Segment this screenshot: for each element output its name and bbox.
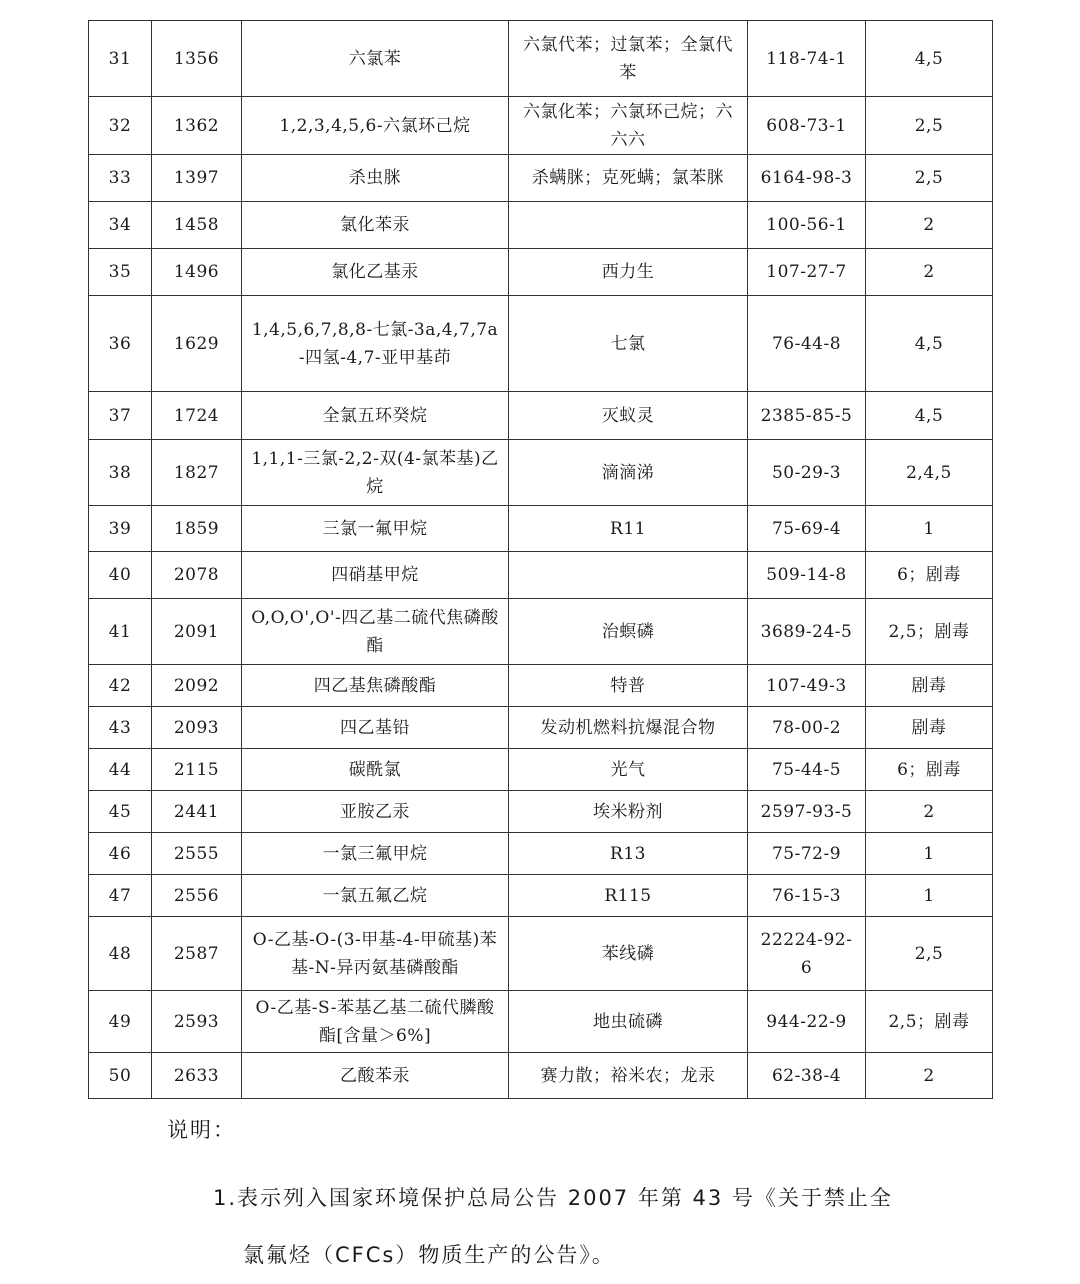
cell-note: 4,5 bbox=[866, 21, 993, 97]
cell-code: 2115 bbox=[152, 749, 242, 791]
cell-name: O,O,O',O'-四乙基二硫代焦磷酸酯 bbox=[242, 599, 509, 665]
cell-name: 一氯五氟乙烷 bbox=[242, 875, 509, 917]
cell-name: 1,1,1-三氯-2,2-双(4-氯苯基)乙烷 bbox=[242, 440, 509, 506]
cell-note: 1 bbox=[866, 506, 993, 552]
cell-note: 6；剧毒 bbox=[866, 552, 993, 599]
table-row bbox=[89, 440, 993, 506]
cell-cas: 509-14-8 bbox=[748, 552, 866, 599]
cell-code: 1496 bbox=[152, 249, 242, 296]
cell-seq: 42 bbox=[89, 665, 152, 707]
table-row bbox=[89, 506, 993, 552]
cell-code: 2593 bbox=[152, 991, 242, 1053]
cell-code: 2587 bbox=[152, 917, 242, 991]
cell-seq: 32 bbox=[89, 97, 152, 155]
cell-alias: 杀螨脒；克死螨；氯苯脒 bbox=[509, 155, 748, 202]
notes-item-1 bbox=[213, 1170, 933, 1284]
table-body bbox=[89, 21, 993, 1099]
notes-heading: 说明： bbox=[167, 1118, 236, 1142]
cell-cas: 608-73-1 bbox=[748, 97, 866, 155]
cell-alias: 六氯化苯；六氯环己烷；六六六 bbox=[509, 97, 748, 155]
cell-alias: 七氯 bbox=[509, 296, 748, 392]
cell-code: 2093 bbox=[152, 707, 242, 749]
table-row bbox=[89, 1053, 993, 1099]
cell-name: 氯化苯汞 bbox=[242, 202, 509, 249]
cell-seq: 36 bbox=[89, 296, 152, 392]
cell-alias: 苯线磷 bbox=[509, 917, 748, 991]
cell-note: 4,5 bbox=[866, 392, 993, 440]
cell-cas: 75-72-9 bbox=[748, 833, 866, 875]
cell-cas: 107-27-7 bbox=[748, 249, 866, 296]
cell-seq: 35 bbox=[89, 249, 152, 296]
cell-alias: 发动机燃料抗爆混合物 bbox=[509, 707, 748, 749]
cell-cas: 944-22-9 bbox=[748, 991, 866, 1053]
cell-code: 1629 bbox=[152, 296, 242, 392]
cell-code: 2092 bbox=[152, 665, 242, 707]
cell-seq: 43 bbox=[89, 707, 152, 749]
cell-cas: 22224-92-6 bbox=[748, 917, 866, 991]
cell-seq: 39 bbox=[89, 506, 152, 552]
cell-cas: 2597-93-5 bbox=[748, 791, 866, 833]
cell-code: 1724 bbox=[152, 392, 242, 440]
cell-code: 2633 bbox=[152, 1053, 242, 1099]
cell-name: 六氯苯 bbox=[242, 21, 509, 97]
cell-name: 乙酸苯汞 bbox=[242, 1053, 509, 1099]
cell-alias: R11 bbox=[509, 506, 748, 552]
cell-name: 三氯一氟甲烷 bbox=[242, 506, 509, 552]
cell-seq: 41 bbox=[89, 599, 152, 665]
table-row bbox=[89, 917, 993, 991]
cell-cas: 75-44-5 bbox=[748, 749, 866, 791]
cell-alias: 埃米粉剂 bbox=[509, 791, 748, 833]
cell-note: 2,5 bbox=[866, 917, 993, 991]
table-row bbox=[89, 249, 993, 296]
cell-seq: 45 bbox=[89, 791, 152, 833]
table-row bbox=[89, 833, 993, 875]
table-row bbox=[89, 791, 993, 833]
table-row bbox=[89, 97, 993, 155]
cell-name: O-乙基-S-苯基乙基二硫代膦酸酯[含量＞6%] bbox=[242, 991, 509, 1053]
cell-code: 1397 bbox=[152, 155, 242, 202]
cell-name: 亚胺乙汞 bbox=[242, 791, 509, 833]
cell-name: 杀虫脒 bbox=[242, 155, 509, 202]
cell-name: 氯化乙基汞 bbox=[242, 249, 509, 296]
cell-note: 2,5 bbox=[866, 97, 993, 155]
cell-code: 1362 bbox=[152, 97, 242, 155]
notes-item-text-line2: 氯氟烃（CFCs）物质生产的公告》。 bbox=[243, 1243, 615, 1267]
cell-note: 2 bbox=[866, 202, 993, 249]
cell-code: 2078 bbox=[152, 552, 242, 599]
table-row bbox=[89, 665, 993, 707]
cell-alias: R115 bbox=[509, 875, 748, 917]
cell-alias: R13 bbox=[509, 833, 748, 875]
cell-cas: 100-56-1 bbox=[748, 202, 866, 249]
cell-note: 2 bbox=[866, 249, 993, 296]
cell-note: 2 bbox=[866, 1053, 993, 1099]
table-row bbox=[89, 21, 993, 97]
cell-name: 四乙基铅 bbox=[242, 707, 509, 749]
cell-cas: 76-44-8 bbox=[748, 296, 866, 392]
cell-seq: 34 bbox=[89, 202, 152, 249]
cell-alias: 特普 bbox=[509, 665, 748, 707]
cell-note: 1 bbox=[866, 875, 993, 917]
cell-alias: 滴滴涕 bbox=[509, 440, 748, 506]
cell-seq: 37 bbox=[89, 392, 152, 440]
cell-code: 1859 bbox=[152, 506, 242, 552]
cell-seq: 38 bbox=[89, 440, 152, 506]
cell-cas: 3689-24-5 bbox=[748, 599, 866, 665]
cell-cas: 78-00-2 bbox=[748, 707, 866, 749]
cell-note: 2,4,5 bbox=[866, 440, 993, 506]
cell-note: 2,5 bbox=[866, 155, 993, 202]
cell-cas: 62-38-4 bbox=[748, 1053, 866, 1099]
cell-alias bbox=[509, 202, 748, 249]
cell-name: 1,4,5,6,7,8,8-七氯-3a,4,7,7a-四氢-4,7-亚甲基茚 bbox=[242, 296, 509, 392]
cell-alias: 西力生 bbox=[509, 249, 748, 296]
chemical-table bbox=[88, 20, 993, 1099]
cell-name: 四乙基焦磷酸酯 bbox=[242, 665, 509, 707]
cell-code: 2555 bbox=[152, 833, 242, 875]
cell-seq: 46 bbox=[89, 833, 152, 875]
table-row bbox=[89, 991, 993, 1053]
cell-code: 2556 bbox=[152, 875, 242, 917]
cell-note: 剧毒 bbox=[866, 665, 993, 707]
table-row bbox=[89, 552, 993, 599]
cell-seq: 33 bbox=[89, 155, 152, 202]
cell-note: 1 bbox=[866, 833, 993, 875]
cell-cas: 75-69-4 bbox=[748, 506, 866, 552]
cell-code: 1356 bbox=[152, 21, 242, 97]
cell-seq: 50 bbox=[89, 1053, 152, 1099]
cell-seq: 44 bbox=[89, 749, 152, 791]
table-row bbox=[89, 599, 993, 665]
cell-seq: 48 bbox=[89, 917, 152, 991]
cell-cas: 76-15-3 bbox=[748, 875, 866, 917]
notes-item-text-line1: 表示列入国家环境保护总局公告 2007 年第 43 号《关于禁止全 bbox=[237, 1186, 893, 1210]
cell-name: O-乙基-O-(3-甲基-4-甲硫基)苯基-N-异丙氨基磷酸酯 bbox=[242, 917, 509, 991]
cell-alias: 六氯代苯；过氯苯；全氯代苯 bbox=[509, 21, 748, 97]
table-row bbox=[89, 392, 993, 440]
table-row bbox=[89, 707, 993, 749]
cell-note: 2,5；剧毒 bbox=[866, 991, 993, 1053]
cell-cas: 50-29-3 bbox=[748, 440, 866, 506]
cell-name: 一氯三氟甲烷 bbox=[242, 833, 509, 875]
cell-name: 全氯五环癸烷 bbox=[242, 392, 509, 440]
cell-name: 1,2,3,4,5,6-六氯环己烷 bbox=[242, 97, 509, 155]
cell-alias bbox=[509, 552, 748, 599]
table-row bbox=[89, 202, 993, 249]
cell-note: 剧毒 bbox=[866, 707, 993, 749]
cell-seq: 47 bbox=[89, 875, 152, 917]
cell-seq: 31 bbox=[89, 21, 152, 97]
cell-cas: 107-49-3 bbox=[748, 665, 866, 707]
cell-name: 四硝基甲烷 bbox=[242, 552, 509, 599]
cell-note: 6；剧毒 bbox=[866, 749, 993, 791]
cell-alias: 赛力散；裕米农；龙汞 bbox=[509, 1053, 748, 1099]
cell-name: 碳酰氯 bbox=[242, 749, 509, 791]
cell-cas: 6164-98-3 bbox=[748, 155, 866, 202]
table-row bbox=[89, 875, 993, 917]
cell-seq: 40 bbox=[89, 552, 152, 599]
cell-note: 2,5；剧毒 bbox=[866, 599, 993, 665]
cell-cas: 118-74-1 bbox=[748, 21, 866, 97]
notes-item-number: 1. bbox=[213, 1186, 238, 1210]
cell-code: 2441 bbox=[152, 791, 242, 833]
table-row bbox=[89, 155, 993, 202]
cell-note: 4,5 bbox=[866, 296, 993, 392]
cell-alias: 地虫硫磷 bbox=[509, 991, 748, 1053]
cell-note: 2 bbox=[866, 791, 993, 833]
cell-code: 1827 bbox=[152, 440, 242, 506]
cell-seq: 49 bbox=[89, 991, 152, 1053]
cell-alias: 光气 bbox=[509, 749, 748, 791]
table-row bbox=[89, 749, 993, 791]
cell-alias: 治螟磷 bbox=[509, 599, 748, 665]
table-row bbox=[89, 296, 993, 392]
cell-code: 2091 bbox=[152, 599, 242, 665]
cell-cas: 2385-85-5 bbox=[748, 392, 866, 440]
cell-alias: 灭蚁灵 bbox=[509, 392, 748, 440]
cell-code: 1458 bbox=[152, 202, 242, 249]
